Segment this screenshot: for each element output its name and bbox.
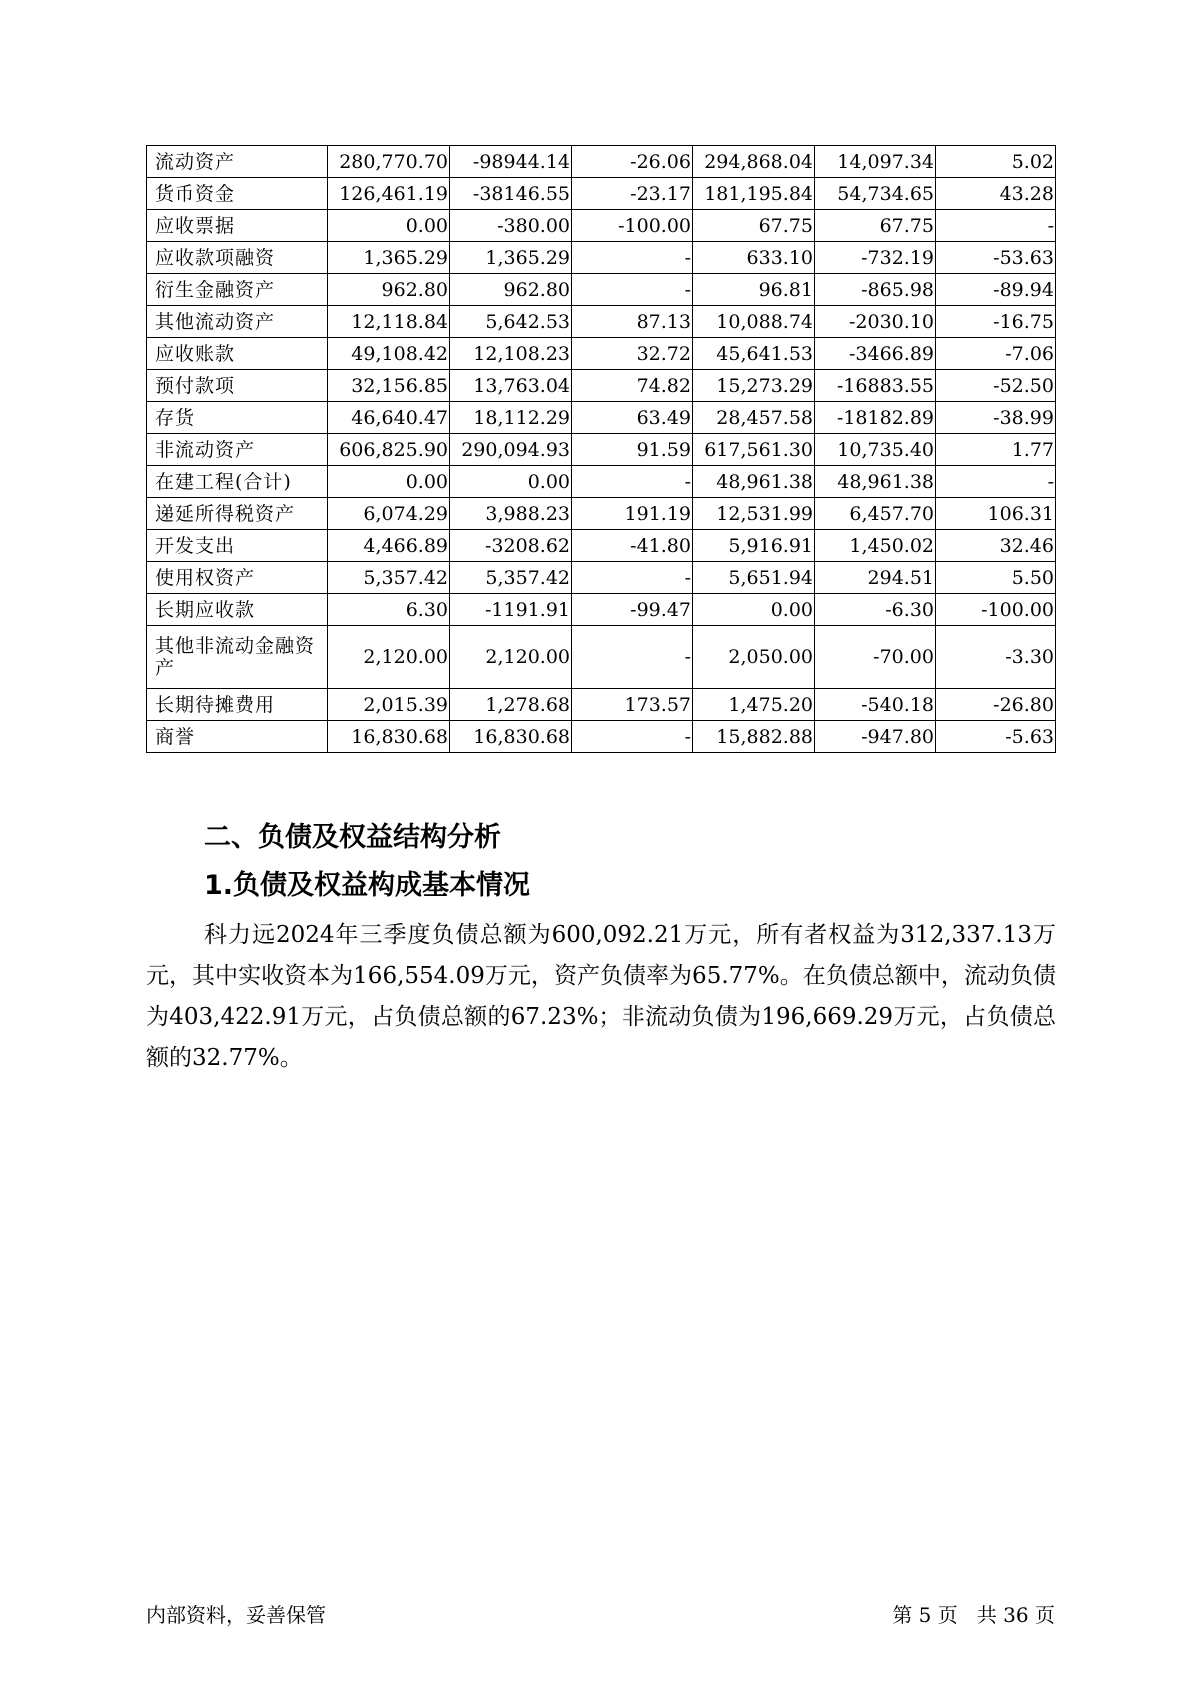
value-cell: 49,108.42 bbox=[328, 338, 450, 370]
value-cell: 14,097.34 bbox=[815, 146, 936, 178]
value-cell: -41.80 bbox=[572, 530, 693, 562]
value-cell: 63.49 bbox=[572, 402, 693, 434]
value-cell: 2,120.00 bbox=[450, 626, 572, 689]
value-cell: -6.30 bbox=[815, 594, 936, 626]
value-cell: -26.06 bbox=[572, 146, 693, 178]
value-cell: 4,466.89 bbox=[328, 530, 450, 562]
value-cell: - bbox=[572, 242, 693, 274]
value-cell: 633.10 bbox=[693, 242, 815, 274]
table-row bbox=[147, 306, 1056, 338]
value-cell: 32.72 bbox=[572, 338, 693, 370]
value-cell: 1.77 bbox=[936, 434, 1056, 466]
value-cell: 1,278.68 bbox=[450, 689, 572, 721]
value-cell: 5,642.53 bbox=[450, 306, 572, 338]
value-cell: 191.19 bbox=[572, 498, 693, 530]
value-cell: -26.80 bbox=[936, 689, 1056, 721]
value-cell: 5.50 bbox=[936, 562, 1056, 594]
value-cell: -38.99 bbox=[936, 402, 1056, 434]
value-cell: 173.57 bbox=[572, 689, 693, 721]
value-cell: -18182.89 bbox=[815, 402, 936, 434]
table-row bbox=[147, 338, 1056, 370]
value-cell: 0.00 bbox=[328, 210, 450, 242]
sub-heading: 1.负债及权益构成基本情况 bbox=[204, 870, 531, 901]
value-cell: 15,882.88 bbox=[693, 721, 815, 753]
value-cell: -23.17 bbox=[572, 178, 693, 210]
row-label-cell: 流动资产 bbox=[147, 146, 328, 178]
table-row bbox=[147, 530, 1056, 562]
value-cell: 1,365.29 bbox=[328, 242, 450, 274]
row-label-cell: 使用权资产 bbox=[147, 562, 328, 594]
value-cell: 10,088.74 bbox=[693, 306, 815, 338]
row-label-cell: 应收票据 bbox=[147, 210, 328, 242]
value-cell: -70.00 bbox=[815, 626, 936, 689]
value-cell: 126,461.19 bbox=[328, 178, 450, 210]
value-cell: - bbox=[572, 721, 693, 753]
value-cell: - bbox=[936, 466, 1056, 498]
table-row bbox=[147, 370, 1056, 402]
value-cell: 48,961.38 bbox=[693, 466, 815, 498]
value-cell: 6.30 bbox=[328, 594, 450, 626]
value-cell: 617,561.30 bbox=[693, 434, 815, 466]
value-cell: 18,112.29 bbox=[450, 402, 572, 434]
value-cell: 5,916.91 bbox=[693, 530, 815, 562]
value-cell: 6,074.29 bbox=[328, 498, 450, 530]
section-heading: 二、负债及权益结构分析 bbox=[204, 822, 501, 853]
footer-page-number: 第 5 页 共 36 页 bbox=[892, 1603, 1055, 1627]
row-label-cell: 非流动资产 bbox=[147, 434, 328, 466]
table-row bbox=[147, 562, 1056, 594]
value-cell: 45,641.53 bbox=[693, 338, 815, 370]
row-label-cell: 应收款项融资 bbox=[147, 242, 328, 274]
value-cell: 12,531.99 bbox=[693, 498, 815, 530]
table-row bbox=[147, 434, 1056, 466]
value-cell: 106.31 bbox=[936, 498, 1056, 530]
value-cell: -89.94 bbox=[936, 274, 1056, 306]
value-cell: 3,988.23 bbox=[450, 498, 572, 530]
asset-change-table bbox=[146, 145, 1056, 753]
value-cell: 1,450.02 bbox=[815, 530, 936, 562]
body-paragraph: 科力远2024年三季度负债总额为600,092.21万元，所有者权益为312,337.13万元，其中实收资本为166,554.09万元，资产负债率为65.77%。在负债总额中，流动负债为403,422.91万元，占负债总额的67.23%；非流动负债为196,669.29万元，占负债总额的32.77%。 bbox=[146, 922, 1056, 1071]
table-row bbox=[147, 274, 1056, 306]
value-cell: 5.02 bbox=[936, 146, 1056, 178]
value-cell: 1,365.29 bbox=[450, 242, 572, 274]
row-label-cell: 其他非流动金融资产 bbox=[147, 626, 328, 689]
value-cell: 606,825.90 bbox=[328, 434, 450, 466]
value-cell: 962.80 bbox=[328, 274, 450, 306]
row-label-cell: 其他流动资产 bbox=[147, 306, 328, 338]
value-cell: 12,108.23 bbox=[450, 338, 572, 370]
value-cell: -2030.10 bbox=[815, 306, 936, 338]
value-cell: -16883.55 bbox=[815, 370, 936, 402]
value-cell: -38146.55 bbox=[450, 178, 572, 210]
table-row bbox=[147, 210, 1056, 242]
value-cell: 46,640.47 bbox=[328, 402, 450, 434]
value-cell: - bbox=[572, 274, 693, 306]
value-cell: -380.00 bbox=[450, 210, 572, 242]
row-label-cell: 存货 bbox=[147, 402, 328, 434]
value-cell: 74.82 bbox=[572, 370, 693, 402]
value-cell: 0.00 bbox=[328, 466, 450, 498]
value-cell: 96.81 bbox=[693, 274, 815, 306]
value-cell: 5,357.42 bbox=[328, 562, 450, 594]
value-cell: -947.80 bbox=[815, 721, 936, 753]
table-row bbox=[147, 402, 1056, 434]
value-cell: 67.75 bbox=[815, 210, 936, 242]
row-label-cell: 商誉 bbox=[147, 721, 328, 753]
table-row bbox=[147, 594, 1056, 626]
value-cell: 181,195.84 bbox=[693, 178, 815, 210]
value-cell: 962.80 bbox=[450, 274, 572, 306]
value-cell: -3.30 bbox=[936, 626, 1056, 689]
value-cell: 67.75 bbox=[693, 210, 815, 242]
table-row bbox=[147, 242, 1056, 274]
value-cell: 6,457.70 bbox=[815, 498, 936, 530]
value-cell: 54,734.65 bbox=[815, 178, 936, 210]
value-cell: 5,357.42 bbox=[450, 562, 572, 594]
value-cell: -5.63 bbox=[936, 721, 1056, 753]
value-cell: 2,050.00 bbox=[693, 626, 815, 689]
value-cell: 16,830.68 bbox=[450, 721, 572, 753]
table-row bbox=[147, 498, 1056, 530]
value-cell: -100.00 bbox=[572, 210, 693, 242]
value-cell: 16,830.68 bbox=[328, 721, 450, 753]
value-cell: 0.00 bbox=[450, 466, 572, 498]
table-row bbox=[147, 689, 1056, 721]
value-cell: 2,015.39 bbox=[328, 689, 450, 721]
value-cell: - bbox=[572, 466, 693, 498]
value-cell: -3466.89 bbox=[815, 338, 936, 370]
footer-confidential: 内部资料，妥善保管 bbox=[146, 1603, 326, 1627]
value-cell: -1191.91 bbox=[450, 594, 572, 626]
value-cell: -865.98 bbox=[815, 274, 936, 306]
value-cell: 28,457.58 bbox=[693, 402, 815, 434]
row-label-cell: 应收账款 bbox=[147, 338, 328, 370]
value-cell: -540.18 bbox=[815, 689, 936, 721]
value-cell: 10,735.40 bbox=[815, 434, 936, 466]
value-cell: -52.50 bbox=[936, 370, 1056, 402]
value-cell: 12,118.84 bbox=[328, 306, 450, 338]
value-cell: 280,770.70 bbox=[328, 146, 450, 178]
value-cell: 0.00 bbox=[693, 594, 815, 626]
value-cell: 290,094.93 bbox=[450, 434, 572, 466]
value-cell: 32.46 bbox=[936, 530, 1056, 562]
value-cell: -3208.62 bbox=[450, 530, 572, 562]
table-row bbox=[147, 466, 1056, 498]
value-cell: -99.47 bbox=[572, 594, 693, 626]
value-cell: 294,868.04 bbox=[693, 146, 815, 178]
value-cell: 294.51 bbox=[815, 562, 936, 594]
table-row bbox=[147, 146, 1056, 178]
value-cell: -100.00 bbox=[936, 594, 1056, 626]
value-cell: -732.19 bbox=[815, 242, 936, 274]
value-cell: 32,156.85 bbox=[328, 370, 450, 402]
value-cell: -98944.14 bbox=[450, 146, 572, 178]
value-cell: - bbox=[936, 210, 1056, 242]
row-label-cell: 长期待摊费用 bbox=[147, 689, 328, 721]
table-row bbox=[147, 721, 1056, 753]
table-row bbox=[147, 626, 1056, 689]
value-cell: - bbox=[572, 562, 693, 594]
value-cell: -53.63 bbox=[936, 242, 1056, 274]
row-label-cell: 在建工程(合计) bbox=[147, 466, 328, 498]
value-cell: - bbox=[572, 626, 693, 689]
row-label-cell: 开发支出 bbox=[147, 530, 328, 562]
table-row bbox=[147, 178, 1056, 210]
value-cell: 2,120.00 bbox=[328, 626, 450, 689]
row-label-cell: 预付款项 bbox=[147, 370, 328, 402]
value-cell: 13,763.04 bbox=[450, 370, 572, 402]
value-cell: 87.13 bbox=[572, 306, 693, 338]
value-cell: -16.75 bbox=[936, 306, 1056, 338]
value-cell: -7.06 bbox=[936, 338, 1056, 370]
row-label-cell: 递延所得税资产 bbox=[147, 498, 328, 530]
row-label-cell: 长期应收款 bbox=[147, 594, 328, 626]
value-cell: 15,273.29 bbox=[693, 370, 815, 402]
value-cell: 1,475.20 bbox=[693, 689, 815, 721]
row-label-cell: 衍生金融资产 bbox=[147, 274, 328, 306]
value-cell: 91.59 bbox=[572, 434, 693, 466]
value-cell: 43.28 bbox=[936, 178, 1056, 210]
value-cell: 5,651.94 bbox=[693, 562, 815, 594]
row-label-cell: 货币资金 bbox=[147, 178, 328, 210]
value-cell: 48,961.38 bbox=[815, 466, 936, 498]
